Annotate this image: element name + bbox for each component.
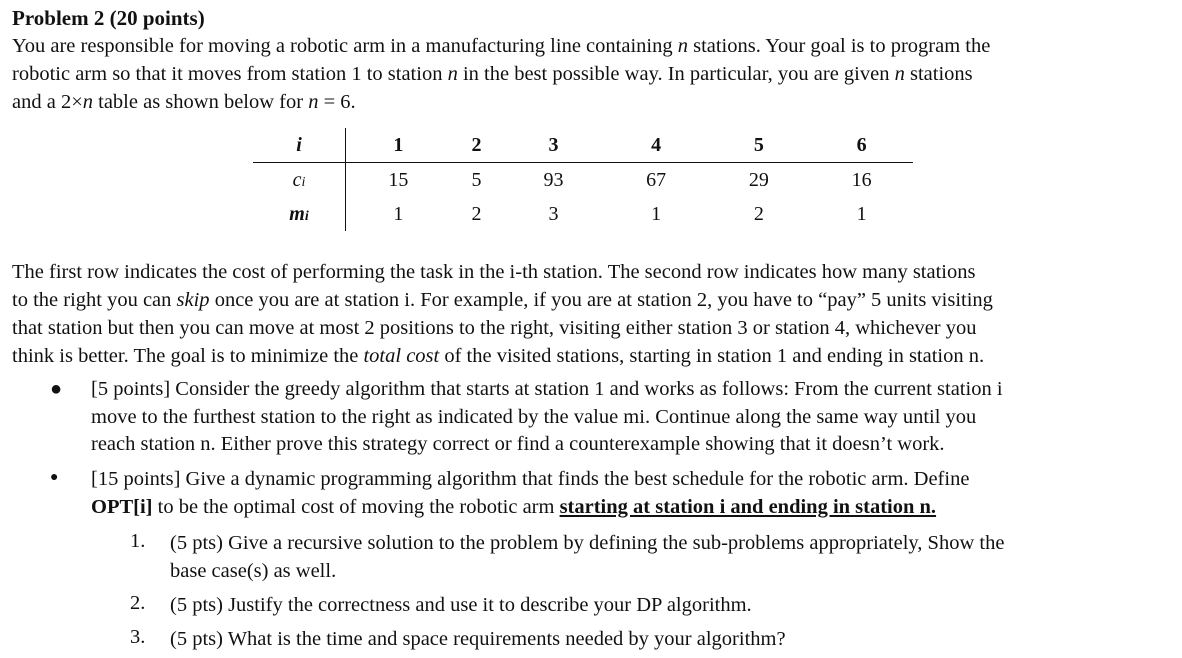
table-cell: 2 bbox=[753, 202, 764, 225]
table-cell: 1 bbox=[856, 202, 867, 225]
subitem-line: base case(s) as well. bbox=[170, 559, 337, 582]
bullet-icon: ● bbox=[50, 470, 59, 485]
table-cell: 1 bbox=[651, 202, 662, 225]
row-label-cost: ci bbox=[253, 163, 346, 198]
column-header: 6 bbox=[810, 128, 913, 163]
subitem-complexity bbox=[170, 626, 1157, 654]
explanation-line-3: that station but then you can move at most 2 positions to the right, visiting either station 3 or station 4, whichever you bbox=[12, 317, 977, 339]
row-label-skip: mi bbox=[253, 197, 346, 231]
explanation-paragraph bbox=[12, 258, 1162, 370]
column-header: 5 bbox=[708, 128, 811, 163]
subitem-line: (5 pts) Give a recursive solution to the problem by defining the sub-problems appropriately, Show the bbox=[170, 532, 1005, 554]
table-cell: 5 bbox=[471, 168, 482, 191]
table-cell: 3 bbox=[548, 202, 559, 225]
subitem-recursive bbox=[170, 530, 1157, 585]
bullet-line: OPT[i] to be the optimal cost of moving the robotic arm starting at station i and ending in station n. bbox=[91, 495, 937, 518]
subitem-number: 1. bbox=[130, 530, 146, 552]
table-cell: 15 bbox=[388, 168, 409, 191]
table-cell: 2 bbox=[471, 202, 482, 225]
bullet-line: reach station n. Either prove this strategy correct or find a counterexample showing that it doesn’t work. bbox=[91, 433, 945, 455]
subitem-correctness bbox=[170, 592, 1157, 620]
table-cell: 29 bbox=[748, 168, 769, 191]
table-cell: 16 bbox=[851, 168, 872, 191]
text-run: You are responsible for moving a robotic arm in a manufacturing line containing n stations. Your goal is to program the bbox=[12, 35, 991, 57]
table-cell: 67 bbox=[646, 168, 667, 191]
text-run: robotic arm so that it moves from station 1 to station n in the best possible way. In particular, you are given n stations bbox=[12, 63, 973, 85]
bullet-icon: ● bbox=[50, 378, 63, 400]
column-header: 4 bbox=[605, 128, 708, 163]
subitem-line: (5 pts) Justify the correctness and use it to describe your DP algorithm. bbox=[170, 594, 752, 616]
column-header: 2 bbox=[451, 128, 502, 163]
table-cell: 93 bbox=[543, 168, 564, 191]
text-run: and a 2×n table as shown below for n = 6. bbox=[12, 91, 356, 113]
column-header: 1 bbox=[346, 128, 451, 163]
subitem-number: 2. bbox=[130, 592, 146, 614]
explanation-line-2: to the right you can skip once you are at station i. For example, if you are at station 2, you have to “pay” 5 units visiting bbox=[12, 289, 993, 311]
bullet-greedy bbox=[91, 376, 1157, 459]
subitem-line: (5 pts) What is the time and space requirements needed by your algorithm? bbox=[170, 628, 786, 650]
table-row-skip bbox=[253, 197, 913, 231]
header-label: i bbox=[253, 128, 346, 163]
intro-paragraph bbox=[12, 32, 1162, 116]
intro-line-1 bbox=[12, 32, 1162, 60]
bullet-line: [15 points] Give a dynamic programming algorithm that finds the best schedule for the robotic arm. Define bbox=[91, 468, 970, 490]
intro-line-3 bbox=[12, 88, 1162, 116]
column-header: 3 bbox=[502, 128, 605, 163]
stations-table bbox=[253, 128, 913, 231]
bullet-dp bbox=[91, 466, 1157, 521]
explanation-line-4: think is better. The goal is to minimize the total cost of the visited stations, starting in station 1 and ending in station n. bbox=[12, 345, 985, 367]
bullet-line: move to the furthest station to the right as indicated by the value mi. Continue along the same way until you bbox=[91, 405, 977, 428]
subitem-number: 3. bbox=[130, 626, 146, 648]
bullet-line: [5 points] Consider the greedy algorithm that starts at station 1 and works as follows: From the current station i bbox=[91, 378, 1003, 400]
intro-line-2 bbox=[12, 60, 1162, 88]
table-cell: 1 bbox=[393, 202, 404, 225]
table-row-cost bbox=[253, 163, 913, 198]
problem-title: Problem 2 (20 points) bbox=[12, 6, 205, 30]
explanation-line-1: The first row indicates the cost of performing the task in the i-th station. The second row indicates how many stations bbox=[12, 261, 976, 283]
table-header-row bbox=[253, 128, 913, 163]
